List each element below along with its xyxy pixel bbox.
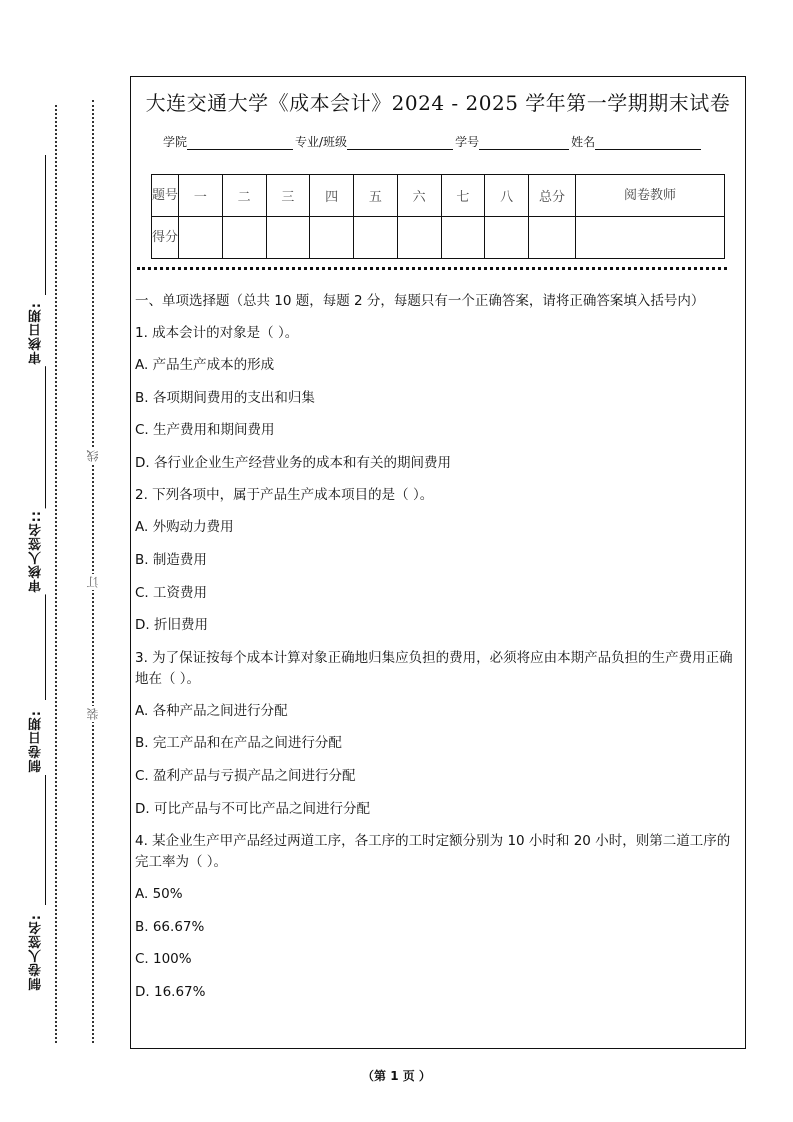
question-4-option-a: A. 50%: [135, 886, 183, 903]
score-table-score-row: [152, 217, 725, 259]
col-2: 二: [222, 175, 266, 217]
score-cell-5[interactable]: [354, 217, 398, 259]
review-date-label: 审核日期:: [29, 302, 44, 365]
question-2-option-a: A. 外购动力费用: [135, 519, 234, 536]
question-1-stem: 1. 成本会计的对象是（ ）。: [135, 325, 299, 341]
question-3-option-c: C. 盈利产品与亏损产品之间进行分配: [135, 767, 356, 784]
question-3-option-b: B. 完工产品和在产品之间进行分配: [135, 735, 342, 752]
question-4-option-b: B. 66.67%: [135, 918, 205, 935]
col-5: 五: [354, 175, 398, 217]
student-id-label: 学号: [455, 135, 480, 149]
question-section: [135, 291, 735, 1015]
question-1-option-b: B. 各项期间费用的支出和归集: [135, 389, 315, 406]
question-3-option-a: A. 各种产品之间进行分配: [135, 702, 288, 719]
cut-mark-install: 装: [86, 708, 100, 720]
col-1: 一: [179, 175, 223, 217]
dotted-separator: [137, 267, 727, 270]
review-sign-blank: [45, 590, 46, 700]
review-date-blank: [45, 155, 46, 295]
review-signature-label: 审核人签名::: [29, 510, 44, 593]
make-signature-label: 制卷人签名:: [29, 914, 44, 991]
exam-title: 大连交通大学《成本会计》2024 - 2025 学年第一学期期末试卷: [145, 91, 731, 115]
student-info-line: [163, 133, 703, 150]
col-total: 总分: [529, 175, 576, 217]
score-cell-8[interactable]: [485, 217, 529, 259]
col-7: 七: [441, 175, 485, 217]
major-class-label: 专业/班级: [295, 135, 348, 149]
page-number: （第 1 页 ）: [362, 1069, 431, 1083]
score-cell-4[interactable]: [310, 217, 354, 259]
score-table: [151, 174, 725, 259]
major-class-field[interactable]: [347, 137, 453, 150]
name-label: 姓名: [571, 135, 596, 149]
college-label: 学院: [163, 135, 188, 149]
section-heading: 一、单项选择题（总共 10 题，每题 2 分，每题只有一个正确答案，请将正确答案填入括号内）: [135, 293, 705, 309]
make-date-blank: [45, 775, 46, 905]
question-4-option-c: C. 100%: [135, 951, 192, 968]
review-sign-blank-top: [45, 360, 46, 510]
col-grader: 阅卷教师: [576, 175, 725, 217]
score-cell-total[interactable]: [529, 217, 576, 259]
question-no-header: 题号: [152, 175, 179, 217]
student-id-field[interactable]: [479, 137, 569, 150]
score-cell-7[interactable]: [441, 217, 485, 259]
col-6: 六: [397, 175, 441, 217]
exam-frame: [130, 76, 746, 1049]
name-field[interactable]: [595, 137, 701, 150]
question-3-stem: 3. 为了保证按每个成本计算对象正确地归集应负担的费用，必须将应由本期产品负担的生产费用正确地在（ ）。: [135, 649, 733, 687]
col-4: 四: [310, 175, 354, 217]
question-2-option-c: C. 工资费用: [135, 584, 208, 601]
make-date-label: 制卷日期:: [29, 710, 44, 773]
col-8: 八: [485, 175, 529, 217]
college-field[interactable]: [187, 137, 293, 150]
question-2-option-b: B. 制造费用: [135, 551, 207, 568]
score-cell-grader[interactable]: [576, 217, 725, 259]
cut-mark-line: 线: [86, 450, 100, 462]
score-table-header-row: [152, 175, 725, 217]
question-2-stem: 2. 下列各项中，属于产品生产成本项目的是（ ）。: [135, 487, 434, 504]
score-cell-1[interactable]: [179, 217, 223, 259]
cut-mark-bind: 订: [86, 576, 100, 588]
question-1-option-c: C. 生产费用和期间费用: [135, 422, 275, 439]
question-2-option-d: D. 折旧费用: [135, 617, 208, 634]
question-4-stem: 4. 某企业生产甲产品经过两道工序，各工序的工时定额分别为 10 小时和 20 小时，则第二道工序的完工率为（ ）。: [135, 833, 731, 871]
score-cell-6[interactable]: [397, 217, 441, 259]
score-row-label: 得分: [152, 217, 179, 259]
score-cell-2[interactable]: [222, 217, 266, 259]
question-1-option-a: A. 产品生产成本的形成: [135, 357, 275, 373]
question-3-option-d: D. 可比产品与不可比产品之间进行分配: [135, 800, 370, 817]
binding-dotted-line-inner: [55, 105, 57, 1043]
question-4-option-d: D. 16.67%: [135, 983, 206, 1000]
col-3: 三: [266, 175, 310, 217]
binding-dotted-line-outer: [92, 100, 94, 1043]
question-1-option-d: D. 各行业企业生产经营业务的成本和有关的期间费用: [135, 454, 451, 471]
score-cell-3[interactable]: [266, 217, 310, 259]
